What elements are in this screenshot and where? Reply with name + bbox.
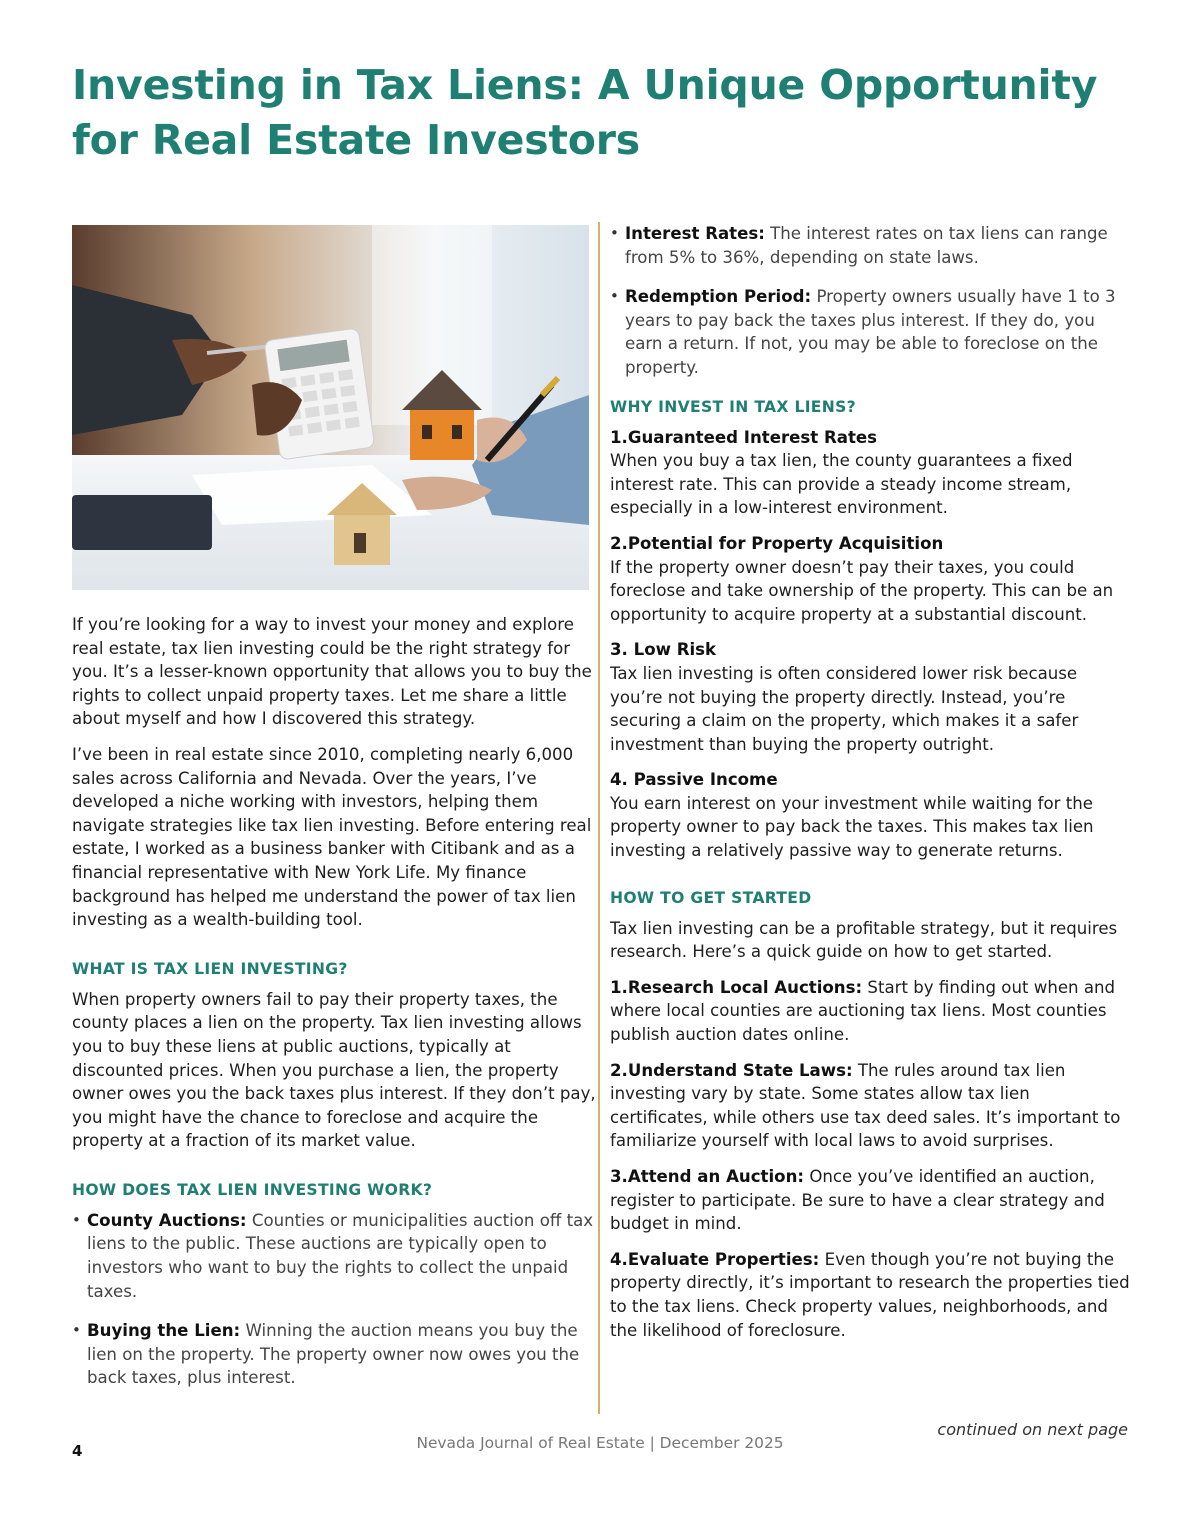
- list-item: [610, 1059, 1130, 1153]
- list-item: [610, 768, 1130, 862]
- step-title: 2.Understand State Laws:: [610, 1060, 853, 1080]
- continued-note: continued on next page: [937, 1420, 1128, 1439]
- reason-title: 1.Guaranteed Interest Rates: [610, 427, 878, 447]
- bullet-term: Interest Rates:: [625, 224, 765, 243]
- step-text: The rules around tax lien investing vary by state. Some states allow tax lien certificates, while others use tax deed sales. It’s important to familiarize yourself with local laws to avoid surprises.: [610, 1060, 1121, 1151]
- step-title: 1.Research Local Auctions:: [610, 977, 863, 997]
- list-item: [72, 1209, 598, 1303]
- reason-text: Tax lien investing is often considered lower risk because you’re not buying the property directly. Instead, you’re securing a claim on the property, which makes it a safer investment than buying the property outright.: [610, 663, 1079, 754]
- get-started-heading: HOW TO GET STARTED: [610, 888, 812, 907]
- step-title: 3.Attend an Auction:: [610, 1167, 805, 1186]
- list-item: [610, 976, 1130, 1047]
- column-divider: [598, 222, 600, 1414]
- intro-paragraph-2: I’ve been in real estate since 2010, completing nearly 6,000 sales across California and Nevada. Over the years, I’ve developed a niche working with investors, helping them navigate strategies like tax lien investing. Before entering real estate, I worked as a business banker with Citibank and as a financial representative with New York Life. My finance background has helped me understand the power of tax lien investing as a wealth-building tool.: [72, 744, 592, 930]
- reason-title: 2.Potential for Property Acquisition: [610, 533, 944, 553]
- article-photo: [72, 225, 589, 590]
- bullet-text: The interest rates on tax liens can range from 5% to 36%, depending on state laws.: [625, 224, 1108, 267]
- reason-title: 4. Passive Income: [610, 770, 778, 790]
- bullet-term: County Auctions:: [87, 1210, 247, 1230]
- reason-text: If the property owner doesn’t pay their taxes, you could foreclose and take ownership of the property. This can be an opportunity to acquire property at a substantial discount.: [610, 557, 1114, 624]
- intro-paragraph-1: If you’re looking for a way to invest your money and explore real estate, tax lien investing could be the right strategy for you. It’s a lesser-known opportunity that allows you to buy the rights to collect unpaid property taxes. Let me share a little about myself and how I discovered this strategy.: [72, 615, 592, 729]
- step-text: Even though you’re not buying the property directly, it’s important to research the properties tied to the tax liens. Check property values, neighborhoods, and the likelihood of foreclosure.: [610, 1249, 1130, 1340]
- reason-text: When you buy a tax lien, the county guarantees a fixed interest rate. This can provide a steady income stream, especially in a low-interest environment.: [610, 451, 1073, 518]
- article-title: [72, 58, 1132, 168]
- list-item: [610, 285, 1130, 379]
- how-works-heading: HOW DOES TAX LIEN INVESTING WORK?: [72, 1180, 433, 1199]
- footer-publication: Nevada Journal of Real Estate | December 2025: [416, 1434, 784, 1452]
- reason-title: 3. Low Risk: [610, 640, 717, 660]
- list-item: [610, 532, 1130, 626]
- title-line-1: Investing in Tax Liens: A Unique Opportunity: [72, 61, 1098, 109]
- get-started-intro: Tax lien investing can be a profitable strategy, but it requires research. Here’s a quick guide on how to get started.: [610, 918, 1118, 962]
- page-number: 4: [72, 1442, 83, 1460]
- step-title: 4.Evaluate Properties:: [610, 1249, 820, 1269]
- why-invest-heading: WHY INVEST IN TAX LIENS?: [610, 397, 856, 416]
- how-works-list: [72, 1209, 598, 1390]
- what-is-text: When property owners fail to pay their property taxes, the county places a lien on the property. Tax lien investing allows you to buy these liens at public auctions, typically at discounted prices. When you purchase a lien, the property owner owes you the back taxes plus interest. If they don’t pay, you might have the chance to foreclose and acquire the property at a fraction of its market value.: [72, 989, 596, 1151]
- what-is-heading: WHAT IS TAX LIEN INVESTING?: [72, 959, 348, 978]
- list-item: [610, 426, 1130, 520]
- list-item: [610, 222, 1130, 269]
- step-text: Start by finding out when and where local counties are auctioning tax liens. Most counties publish auction dates online.: [610, 977, 1116, 1045]
- step-text: Once you’ve identified an auction, register to participate. Be sure to have a clear strategy and budget in mind.: [610, 1167, 1105, 1234]
- list-item: [72, 1319, 598, 1390]
- title-line-2: for Real Estate Investors: [72, 116, 640, 164]
- list-item: [610, 1248, 1130, 1342]
- left-column: [72, 613, 598, 1406]
- bullet-text: Counties or municipalities auction off tax liens to the public. These auctions are typically open to investors who want to buy the rights to collect the unpaid taxes.: [87, 1210, 594, 1301]
- how-works-list-continued: [610, 222, 1130, 380]
- bullet-term: Redemption Period:: [625, 287, 812, 307]
- reason-text: You earn interest on your investment while waiting for the property owner to pay back the taxes. This makes tax lien investing a relatively passive way to generate returns.: [610, 793, 1094, 861]
- right-column: [610, 222, 1130, 1354]
- list-item: [610, 1165, 1130, 1236]
- bullet-term: Buying the Lien:: [87, 1321, 241, 1341]
- bullet-text: Property owners usually have 1 to 3 years to pay back the taxes plus interest. If they do, you earn a return. If not, you may be able to foreclose on the property.: [625, 287, 1116, 377]
- bullet-text: Winning the auction means you buy the lien on the property. The property owner now owes you the back taxes, plus interest.: [87, 1321, 580, 1388]
- list-item: [610, 638, 1130, 756]
